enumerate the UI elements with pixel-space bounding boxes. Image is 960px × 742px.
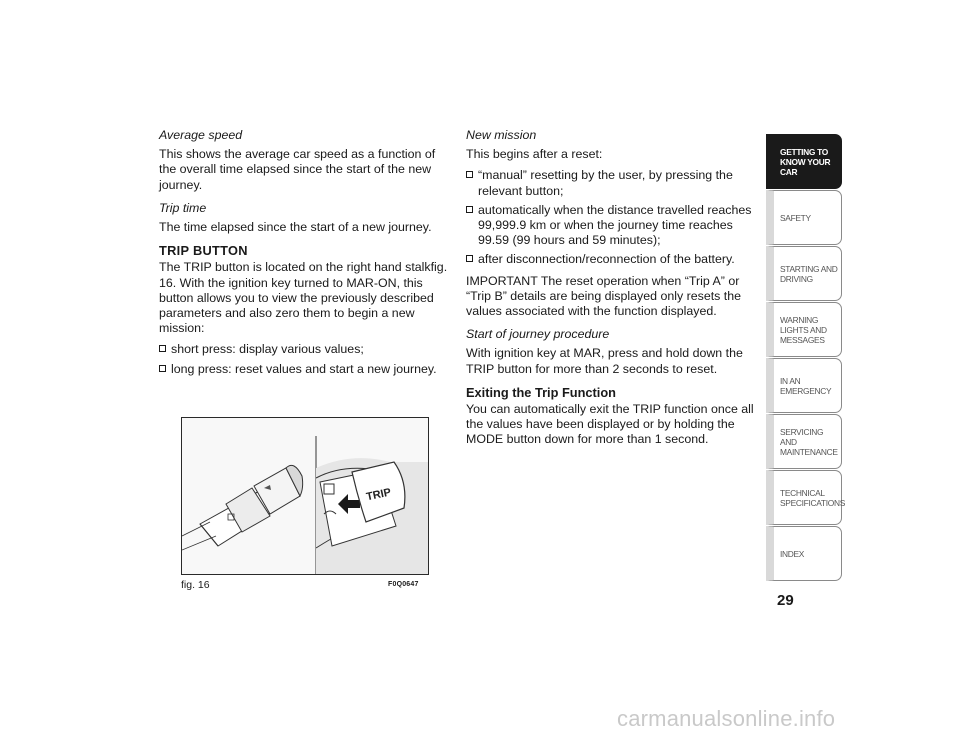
chapter-tabs: [766, 134, 845, 582]
list-item: long press: reset values and start a new journey.: [159, 362, 451, 377]
stalk-illustration: [181, 417, 429, 575]
start-journey-heading: Start of journey procedure: [466, 327, 610, 342]
tab-label: TECHNICAL SPECIFICATIONS: [780, 487, 845, 508]
trip-button-label: TRIP: [365, 486, 393, 504]
tab-label: WARNING LIGHTS AND MESSAGES: [780, 314, 827, 345]
page-number: 29: [777, 592, 794, 609]
tab-in-an-emergency[interactable]: [766, 358, 842, 413]
tab-label: STARTING AND DRIVING: [780, 263, 838, 284]
tab-label: GETTING TO KNOW YOUR CAR: [780, 146, 831, 177]
tab-warning-lights[interactable]: [766, 302, 842, 357]
tab-starting-and-driving[interactable]: [766, 246, 842, 301]
reset-conditions-list: [466, 168, 758, 267]
average-speed-heading: Average speed: [159, 128, 243, 142]
trip-button-options-list: [159, 342, 451, 376]
tab-label: SERVICING AND MAINTENANCE: [780, 426, 838, 457]
list-item: short press: display various values;: [159, 342, 451, 357]
list-item: “manual” resetting by the user, by pressing the relevant button;: [466, 168, 758, 198]
trip-time-text: The time elapsed since the start of a new journey.: [159, 220, 432, 235]
left-column: [159, 128, 451, 383]
list-item: after disconnection/reconnection of the battery.: [466, 252, 758, 267]
average-speed-text: This shows the average car speed as a function of the overall time elapsed since the start of the new journey.: [159, 147, 436, 192]
start-journey-text: With ignition key at MAR, press and hold down the TRIP button for more than 2 seconds to reset.: [466, 346, 743, 376]
figure-code: F0Q0647: [388, 581, 419, 588]
tab-technical-specifications[interactable]: [766, 470, 845, 525]
exit-trip-heading: Exiting the Trip Function: [466, 384, 617, 400]
trip-stalk-drawing: [182, 418, 428, 574]
tab-label: SAFETY: [780, 212, 811, 223]
tab-label: IN AN EMERGENCY: [780, 375, 832, 396]
new-mission-heading: New mission: [466, 128, 537, 142]
tab-getting-to-know-your-car[interactable]: [766, 134, 842, 189]
tab-index[interactable]: [766, 526, 842, 581]
trip-time-heading: Trip time: [159, 200, 207, 215]
tab-safety[interactable]: [766, 190, 842, 245]
list-item: automatically when the distance travelled reaches 99,999.9 km or when the journey time reaches 99.59 (99 hours and 59 minutes);: [466, 203, 758, 249]
figure-caption: fig. 16: [181, 579, 210, 591]
tab-servicing[interactable]: [766, 414, 842, 469]
new-mission-intro: This begins after a reset:: [466, 147, 603, 162]
tab-label: INDEX: [780, 548, 805, 559]
trip-button-text: The TRIP button is located on the right hand stalkfig. 16. With the ignition key turned to MAR-ON, this button allows you to view the previously described parameters and also zero them to begin a new mission:: [159, 260, 448, 336]
site-watermark: carmanualsonline.info: [617, 706, 836, 731]
right-column: [466, 128, 758, 454]
trip-button-heading: TRIP BUTTON: [159, 243, 248, 259]
important-note: IMPORTANT The reset operation when “Trip A” or “Trip B” details are being displayed only resets the values associated with the function displayed.: [466, 273, 742, 319]
exit-trip-text: You can automatically exit the TRIP function once all the values have been displayed or by holding the MODE button down for more than 1 second.: [466, 402, 754, 447]
